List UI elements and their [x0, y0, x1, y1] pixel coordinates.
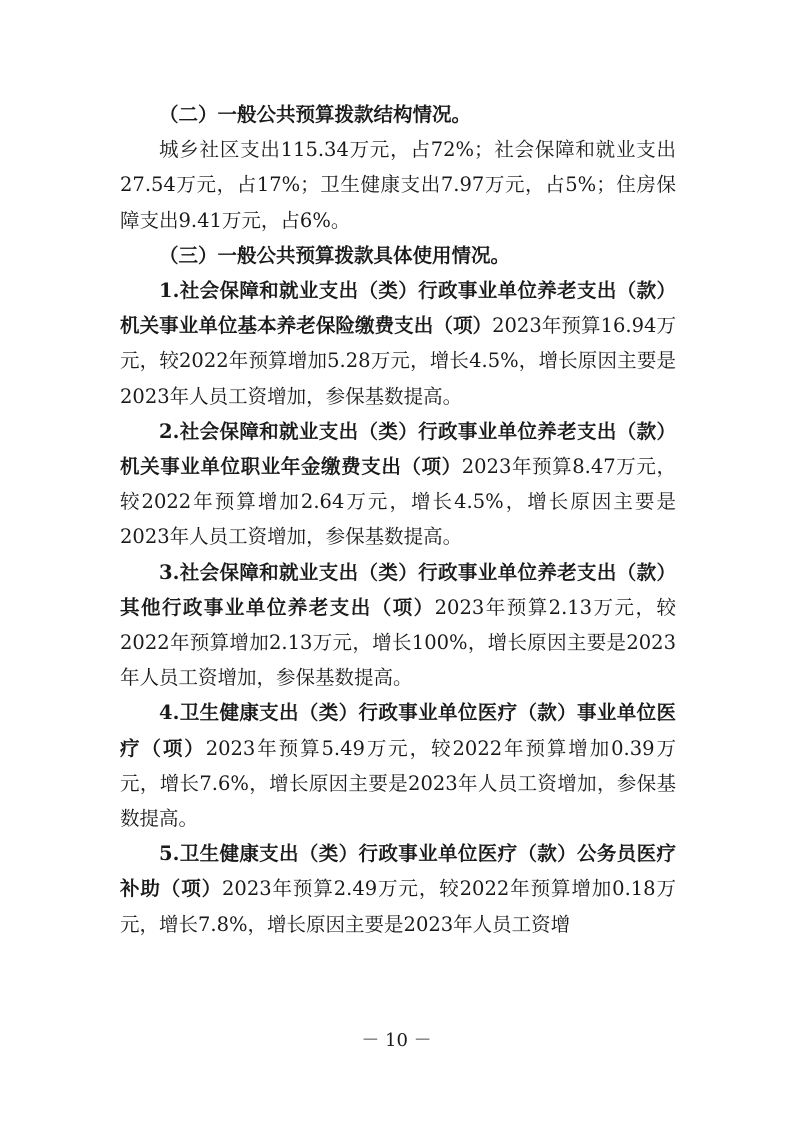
item-4-text: 2023年预算5.49万元，较2022年预算增加0.39万元，增长7.6%，增长原因主要是2023年人员工资增加，参保基数提高。 — [120, 736, 676, 831]
section-heading-3: （三）一般公共预算拨款具体使用情况。 — [159, 243, 511, 267]
item-paragraph-1 — [120, 273, 676, 414]
item-paragraph-2 — [120, 414, 676, 555]
item-4-title: 4.卫生健康支出（类）行政事业单位医疗（款）事业单位医疗（项） — [120, 701, 676, 760]
item-3-title: 3.社会保障和就业支出（类）行政事业单位养老支出（款）其他行政事业单位养老支出（项） — [120, 560, 676, 619]
structure-paragraph: 城乡社区支出115.34万元，占72%；社会保障和就业支出27.54万元，占17%；卫生健康支出7.97万元，占5%；住房保障支出9.41万元，占6%。 — [120, 138, 676, 232]
item-5-text: 2023年预算2.49万元，较2022年预算增加0.18万元，增长7.8%，增长原因主要是2023年人员工资增 — [120, 877, 676, 936]
item-2-text: 2023年预算8.47万元，较2022年预算增加2.64万元，增长4.5%，增长原因主要是2023年人员工资增加，参保基数提高。 — [120, 455, 676, 549]
item-paragraph-4 — [120, 695, 676, 836]
section-heading-2: （二）一般公共预算拨款结构情况。 — [159, 103, 472, 126]
item-2-title: 2.社会保障和就业支出（类）行政事业单位养老支出（款）机关事业单位职业年金缴费支出（项） — [120, 419, 676, 479]
item-1-text: 2023年预算16.94万元，较2022年预算增加5.28万元，增长4.5%，增长原因主要是2023年人员工资增加，参保基数提高。 — [120, 314, 676, 408]
item-3-text: 2023年预算2.13万元，较2022年预算增加2.13万元，增长100%，增长原因主要是2023年人员工资增加，参保基数提高。 — [120, 595, 676, 690]
document-body — [120, 97, 676, 942]
item-5-title: 5.卫生健康支出（类）行政事业单位医疗（款）公务员医疗补助（项） — [120, 842, 676, 901]
item-1-title: 1.社会保障和就业支出（类）行政事业单位养老支出（款）机关事业单位基本养老保险缴费支出（项） — [120, 279, 676, 338]
page-number: － 10 － — [361, 1030, 432, 1051]
item-paragraph-3 — [120, 555, 676, 696]
item-paragraph-5 — [120, 836, 676, 942]
